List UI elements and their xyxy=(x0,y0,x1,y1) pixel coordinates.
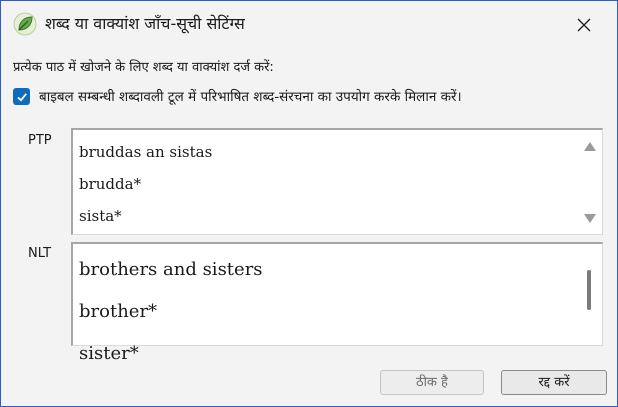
cancel-button[interactable]: रद्द करें xyxy=(501,370,607,395)
scroll-down-arrow-icon[interactable] xyxy=(584,214,596,223)
list-item: sista* xyxy=(79,207,122,225)
list-item: bruddas an sistas xyxy=(79,143,213,161)
list-item: brudda* xyxy=(79,175,142,193)
close-button[interactable] xyxy=(569,10,599,40)
title-bar xyxy=(1,1,617,47)
ok-button[interactable]: ठीक है xyxy=(380,370,484,395)
leaf-icon xyxy=(13,12,37,36)
list-item: brother* xyxy=(79,301,158,322)
scroll-up-arrow-icon[interactable] xyxy=(584,142,596,151)
instruction-text: प्रत्येक पाठ में खोजने के लिए शब्द या वाक्यांश दर्ज करें: xyxy=(13,60,274,75)
checkmark-icon xyxy=(16,91,28,103)
match-morphology-label[interactable]: बाइबल सम्बन्धी शब्दावली टूल में परिभाषित शब्द-संरचना का उपयोग करके मिलान करें। xyxy=(39,89,462,105)
list-item: brothers and sisters xyxy=(79,259,263,280)
scrollbar-thumb[interactable] xyxy=(587,270,591,310)
close-icon xyxy=(577,18,591,32)
nlt-textbox[interactable] xyxy=(71,242,603,364)
window-title: शब्द या वाक्यांश जाँच-सूची सेटिंग्स xyxy=(45,14,245,33)
match-morphology-checkbox[interactable] xyxy=(13,88,30,105)
ptp-label: PTP xyxy=(28,133,52,148)
ptp-textbox[interactable] xyxy=(71,128,603,235)
list-item: sister* xyxy=(79,343,139,364)
nlt-label: NLT xyxy=(28,246,52,261)
